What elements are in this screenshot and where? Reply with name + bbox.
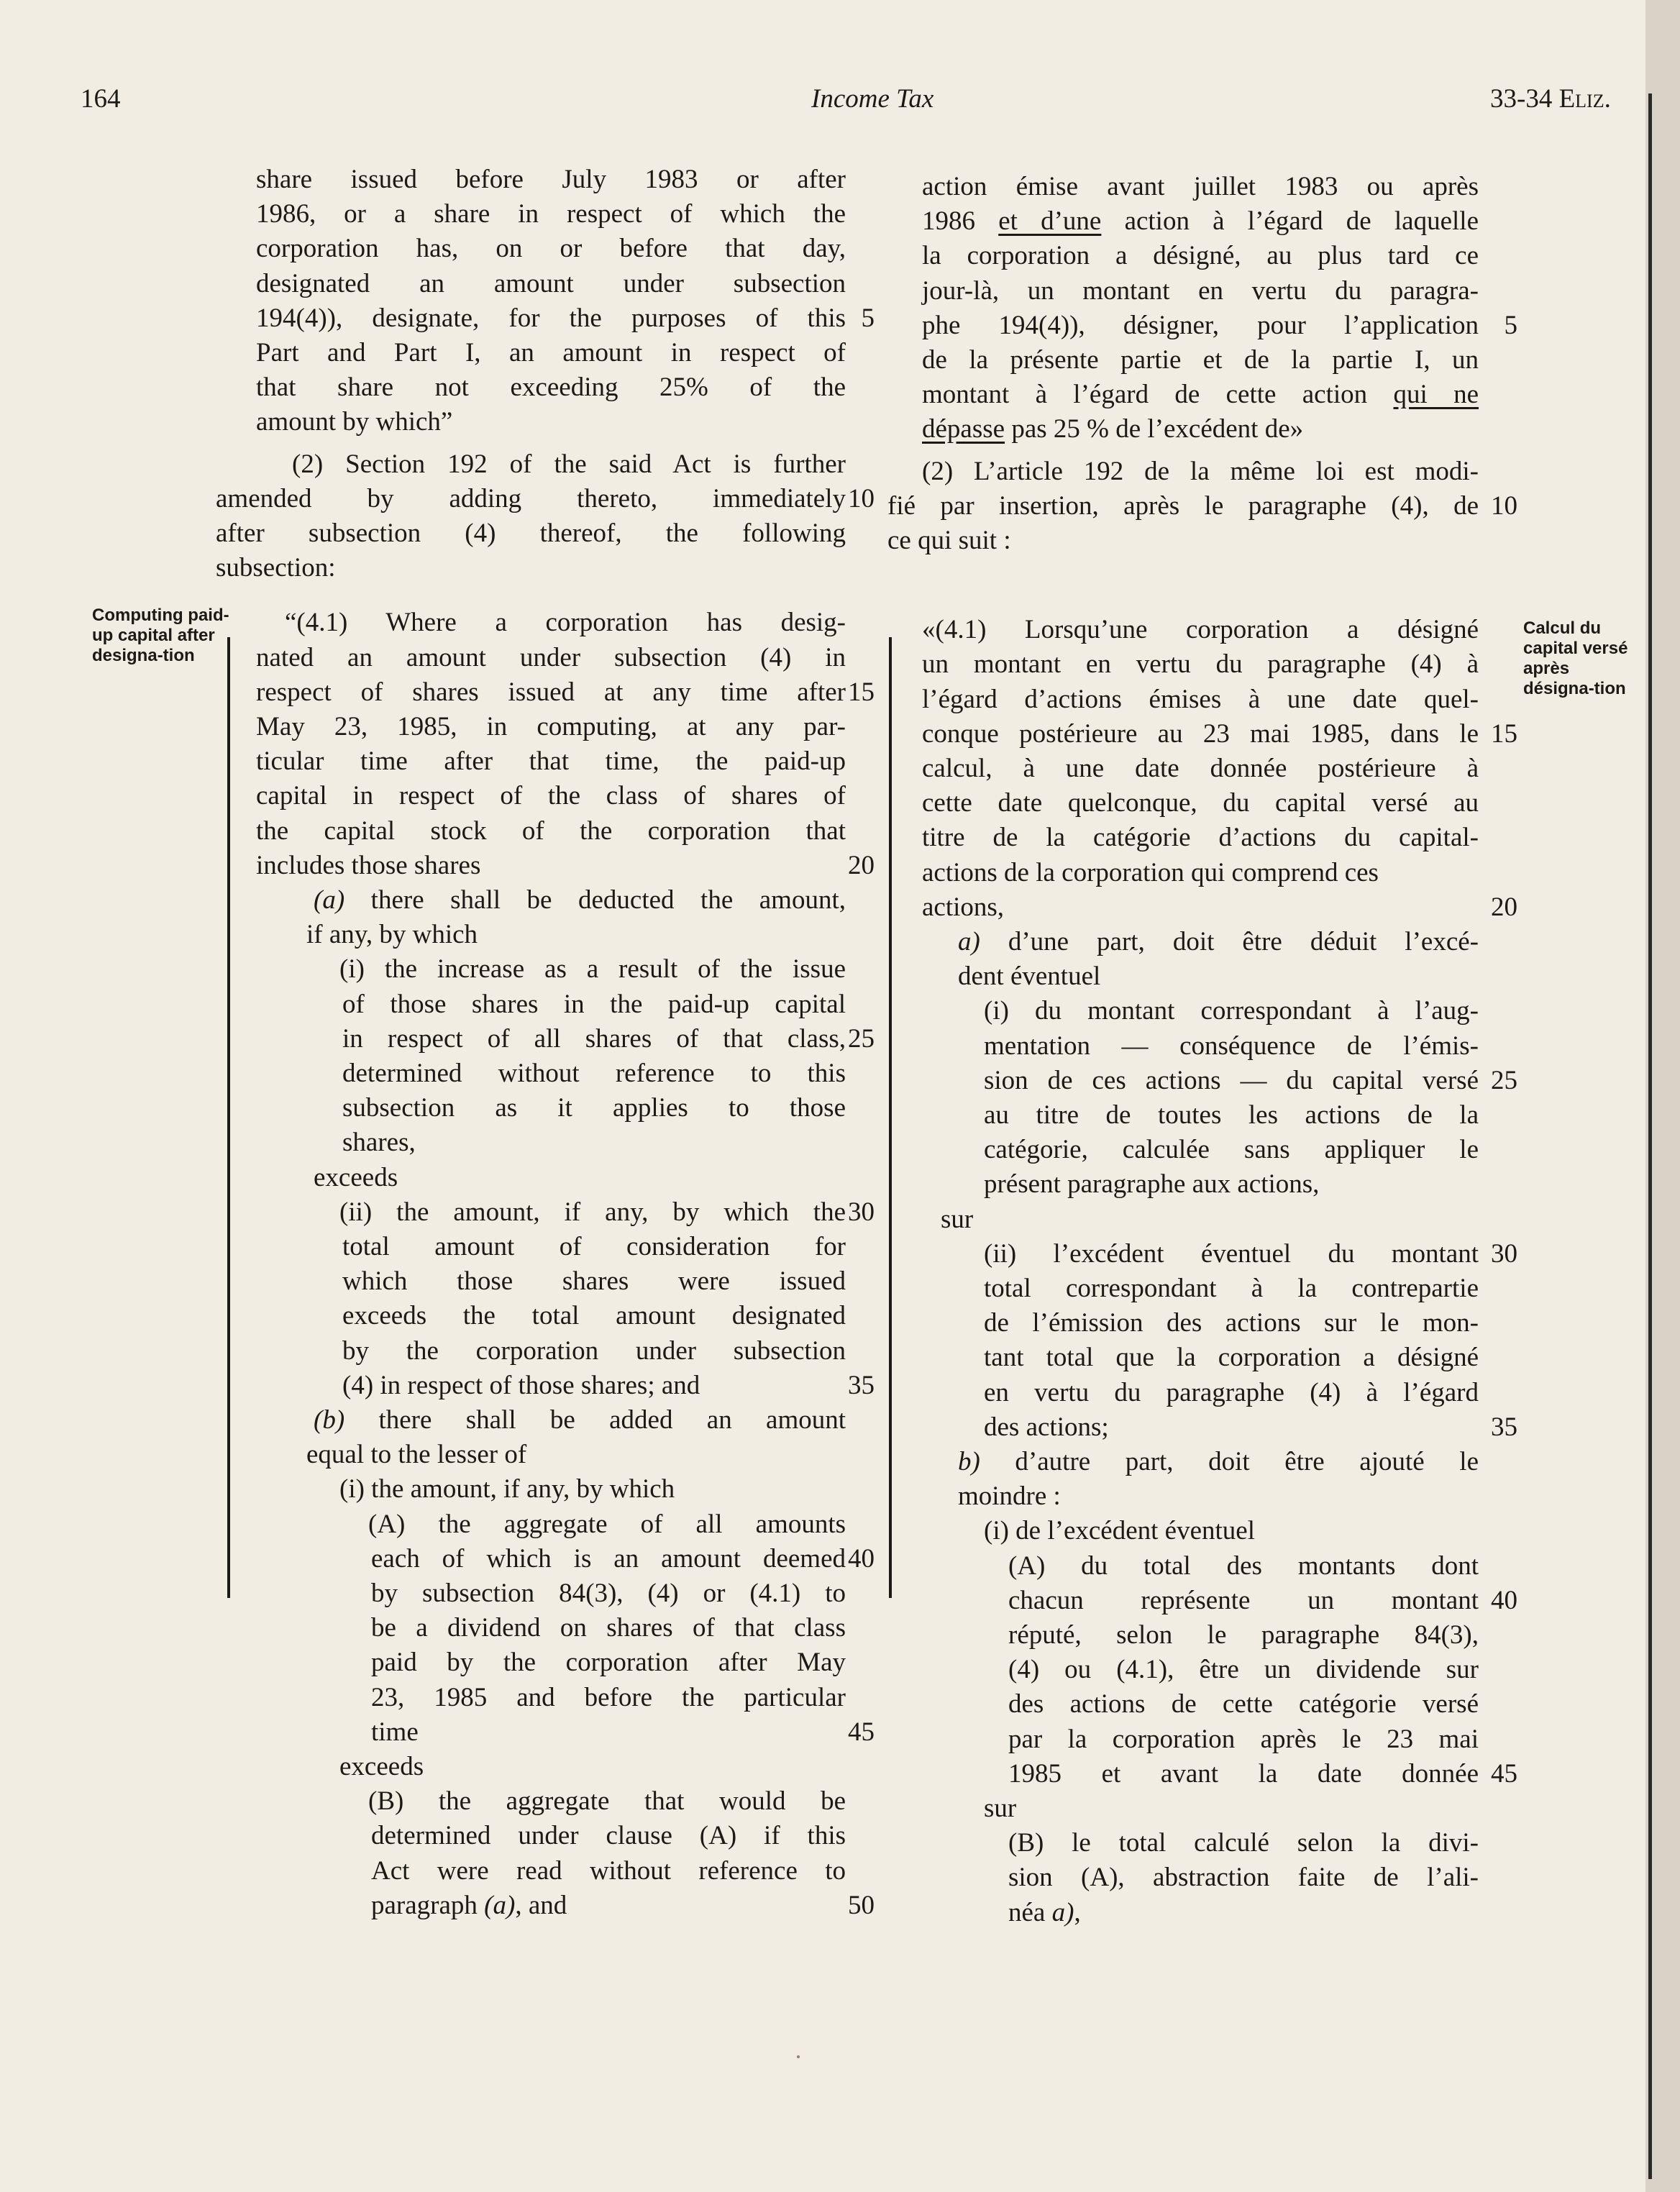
french-text-line [984, 1167, 1479, 1202]
french-text-line [984, 1064, 1479, 1098]
french-text-line [922, 890, 1479, 925]
french-line-text: montant à l’égard de cette action qui ne [922, 380, 1479, 410]
english-line-text: (i) the increase as a result of the issue [339, 954, 846, 985]
english-text-line [306, 1438, 846, 1472]
english-text-line [371, 1681, 846, 1715]
french-line-text: moindre : [958, 1481, 1061, 1512]
english-line-number: 10 [848, 483, 875, 513]
french-line-text: des actions; [984, 1412, 1109, 1442]
french-text-line [887, 489, 1479, 524]
english-line-text: subsection: [216, 553, 336, 583]
english-text-line [256, 710, 846, 744]
french-line-text: sur [941, 1204, 974, 1234]
stray-mark [797, 2055, 800, 2058]
french-text-line [922, 170, 1479, 204]
french-text-line [1008, 1860, 1479, 1895]
english-line-number: 50 [848, 1890, 875, 1920]
french-text-line [922, 647, 1479, 682]
french-line-text: sur [984, 1794, 1017, 1823]
english-line-text: corporation has, on or before that day, [256, 234, 846, 264]
french-line-text: ce qui suit : [887, 526, 1011, 555]
english-line-text: after subsection (4) thereof, the following [216, 519, 846, 548]
english-text-line [256, 336, 846, 370]
english-text-line [256, 814, 846, 849]
french-line-text: 1986 et d’une action à l’égard de laquelle [922, 206, 1479, 237]
english-text-line [342, 1334, 846, 1369]
french-line-text: (i) de l’excédent éventuel [984, 1516, 1255, 1546]
english-line-text: (A) the aggregate of all amounts [368, 1509, 846, 1539]
regnal-year: 33-34 Eliz. [1490, 84, 1611, 114]
english-line-text: exceeds the total amount designated [342, 1301, 846, 1331]
french-text-line [958, 1479, 1479, 1514]
french-text-line [922, 821, 1479, 855]
english-text-line [256, 641, 846, 675]
french-text-line [984, 1029, 1479, 1064]
french-text-line [922, 682, 1479, 717]
french-line-text: un montant en vertu du paragraphe (4) à [922, 649, 1479, 680]
french-line-text: réputé, selon le paragraphe 84(3), [1008, 1620, 1479, 1650]
english-line-text: total amount of consideration for [342, 1232, 846, 1261]
english-text-line [339, 1750, 846, 1784]
english-line-text: by the corporation under subsection [342, 1335, 846, 1366]
english-text-line [371, 1611, 846, 1645]
french-text-line [1008, 1757, 1479, 1791]
english-line-number: 35 [848, 1370, 875, 1400]
english-text-line [339, 1195, 846, 1230]
english-text-line [256, 744, 846, 779]
french-line-text: mentation — conséquence de l’émis- [984, 1031, 1479, 1061]
english-line-text: paid by the corporation after May [371, 1648, 846, 1678]
english-line-text: capital in respect of the class of shares of [256, 781, 846, 811]
french-line-number: 35 [1491, 1412, 1517, 1442]
english-text-line [342, 1091, 846, 1125]
french-line-text: sion de ces actions — du capital versé [984, 1065, 1479, 1095]
english-line-text: (a) there shall be deducted the amount, [314, 885, 846, 915]
english-line-number: 25 [848, 1023, 875, 1054]
french-line-number: 10 [1491, 490, 1517, 521]
english-line-text: 194(4)), designate, for the purposes of this [256, 303, 846, 333]
french-line-number: 30 [1491, 1238, 1517, 1269]
english-line-text: designated an amount under subsection [256, 268, 846, 298]
english-text-line [256, 779, 846, 813]
english-line-text: that share not exceeding 25% of the [256, 373, 846, 403]
english-line-text: amended by adding thereto, immediately [216, 483, 846, 513]
margin-note-english: Computing paid-up capital after designa-tion [92, 606, 229, 665]
french-text-line [1008, 1618, 1479, 1653]
english-text-line [256, 267, 846, 301]
english-line-text: May 23, 1985, in computing, at any par- [256, 712, 846, 741]
french-line-number: 15 [1491, 718, 1517, 749]
english-line-text: shares, [342, 1128, 416, 1158]
english-line-text: (2) Section 192 of the said Act is further [292, 449, 846, 479]
english-text-line [342, 987, 846, 1022]
french-line-text: total correspondant à la contrepartie [984, 1274, 1479, 1303]
french-text-line [922, 786, 1479, 821]
english-text-line [339, 1472, 846, 1507]
french-line-text: b) d’autre part, doit être ajouté le [958, 1447, 1479, 1476]
french-text-line [984, 1237, 1479, 1271]
english-line-text: includes those shares [256, 850, 481, 880]
french-text-line [984, 1271, 1479, 1306]
center-amendment-rule [889, 637, 892, 1598]
english-line-number: 45 [848, 1717, 875, 1747]
french-text-line [958, 925, 1479, 959]
french-line-text: 1985 et avant la date donnée [1008, 1758, 1479, 1789]
english-line-text: subsection as it applies to those [342, 1093, 846, 1123]
english-text-line [256, 301, 846, 336]
english-text-line [368, 1507, 846, 1542]
english-line-text: exceeds [339, 1752, 424, 1781]
english-line-text: equal to the lesser of [306, 1440, 527, 1470]
english-line-text: share issued before July 1983 or after [256, 165, 846, 194]
french-line-text: au titre de toutes les actions de la [984, 1100, 1479, 1130]
english-text-line [216, 482, 846, 516]
french-line-text: fié par insertion, après le paragraphe (4), de [887, 490, 1479, 521]
french-line-text: conque postérieure au 23 mai 1985, dans le [922, 718, 1479, 749]
french-line-text: a) d’une part, doit être déduit l’excé- [958, 927, 1479, 956]
english-line-text: paragraph (a), and [371, 1890, 567, 1920]
english-text-line [371, 1854, 846, 1889]
english-text-line [371, 1542, 846, 1576]
english-line-number: 40 [848, 1543, 875, 1574]
english-line-text: nated an amount under subsection (4) in [256, 642, 846, 672]
french-text-line [1008, 1722, 1479, 1757]
english-text-line [256, 232, 846, 266]
english-line-number: 5 [861, 303, 875, 333]
french-line-text: en vertu du paragraphe (4) à l’égard [984, 1377, 1479, 1407]
french-line-text: calcul, à une date donnée postérieure à [922, 754, 1479, 783]
english-line-text: (i) the amount, if any, by which [339, 1474, 675, 1504]
french-line-number: 5 [1504, 310, 1517, 340]
english-line-text: if any, by which [306, 920, 478, 950]
english-text-line [371, 1576, 846, 1611]
french-text-line [922, 412, 1479, 447]
english-line-text: each of which is an amount deemed [371, 1543, 846, 1574]
french-line-text: de l’émission des actions sur le mon- [984, 1308, 1479, 1338]
french-line-text: sion (A), abstraction faite de l’ali- [1008, 1863, 1479, 1893]
french-text-line [922, 204, 1479, 239]
english-text-line [342, 1299, 846, 1333]
page-number: 164 [81, 84, 121, 114]
french-text-line [1008, 1896, 1479, 1930]
french-line-text: (ii) l’excédent éventuel du montant [984, 1238, 1479, 1269]
french-line-number: 40 [1491, 1585, 1517, 1615]
english-line-number: 30 [848, 1197, 875, 1227]
french-line-text: tant total que la corporation a désigné [984, 1343, 1479, 1373]
english-line-text: 1986, or a share in respect of which the [256, 199, 846, 229]
english-line-text: (ii) the amount, if any, by which the [339, 1197, 846, 1227]
english-line-text: (B) the aggregate that would be [368, 1786, 846, 1817]
english-text-line [256, 405, 846, 439]
french-text-line [1008, 1584, 1479, 1618]
french-text-line [922, 309, 1479, 343]
english-line-text: of those shares in the paid-up capital [342, 989, 846, 1019]
french-text-line [1008, 1826, 1479, 1860]
french-line-text: des actions de cette catégorie versé [1008, 1689, 1479, 1720]
french-text-line [958, 959, 1479, 994]
french-text-line [958, 1445, 1479, 1479]
english-text-line [216, 516, 846, 551]
english-text-line [342, 1056, 846, 1091]
english-line-text: ticular time after that time, the paid-up [256, 746, 846, 777]
french-line-text: actions, [922, 892, 1005, 922]
english-text-line [342, 1022, 846, 1056]
french-line-text: de la présente partie et de la partie I, un [922, 345, 1479, 375]
french-text-line [984, 1514, 1479, 1548]
french-text-line [922, 239, 1479, 273]
french-line-text: dépasse pas 25 % de l’excédent de» [922, 414, 1304, 444]
english-line-text: time [371, 1717, 419, 1747]
french-line-text: (B) le total calculé selon la divi- [1008, 1828, 1479, 1858]
french-text-line [984, 1791, 1479, 1826]
english-text-line [342, 1369, 846, 1403]
french-line-text: dent éventuel [958, 962, 1101, 992]
english-text-line [371, 1889, 846, 1923]
english-text-line [314, 1403, 846, 1438]
french-line-text: «(4.1) Lorsqu’une corporation a désigné [922, 615, 1479, 645]
english-text-line [292, 447, 846, 482]
french-line-text: actions de la corporation qui comprend ces [922, 857, 1379, 887]
english-text-line [216, 551, 846, 585]
english-line-text: the capital stock of the corporation that [256, 816, 846, 846]
french-line-number: 25 [1491, 1065, 1517, 1095]
french-text-line [1008, 1549, 1479, 1584]
english-line-text: in respect of all shares of that class, [342, 1023, 846, 1054]
running-title: Income Tax [811, 84, 934, 114]
french-line-text: jour-là, un montant en vertu du paragra- [922, 275, 1479, 306]
english-text-line [342, 1125, 846, 1160]
english-text-line [285, 606, 846, 640]
english-line-text: be a dividend on shares of that class [371, 1613, 846, 1643]
english-line-text: respect of shares issued at any time after [256, 677, 846, 707]
english-line-text: by subsection 84(3), (4) or (4.1) to [371, 1579, 846, 1608]
french-line-text: phe 194(4)), désigner, pour l’application [922, 310, 1479, 340]
french-text-line [922, 455, 1479, 489]
french-text-line [984, 1376, 1479, 1410]
french-line-text: (A) du total des montants dont [1008, 1551, 1479, 1581]
french-line-text: l’égard d’actions émises à une date quel- [922, 684, 1479, 714]
french-text-line [984, 1306, 1479, 1341]
english-text-line [371, 1819, 846, 1853]
english-text-line [342, 1230, 846, 1264]
french-text-line [941, 1202, 1479, 1237]
french-text-line [922, 343, 1479, 378]
english-line-text: 23, 1985 and before the particular [371, 1682, 846, 1712]
english-line-text: determined under clause (A) if this [371, 1821, 846, 1851]
french-line-number: 45 [1491, 1758, 1517, 1789]
english-line-text: Act were read without reference to [371, 1855, 846, 1886]
english-text-line [368, 1784, 846, 1819]
french-text-line [887, 524, 1479, 558]
french-text-line [984, 1098, 1479, 1133]
french-text-line [922, 752, 1479, 786]
english-text-line [314, 1161, 846, 1195]
french-text-line [922, 717, 1479, 752]
french-line-text: action émise avant juillet 1983 ou après [922, 172, 1479, 201]
english-text-line [342, 1264, 846, 1299]
french-text-line [922, 274, 1479, 309]
english-text-line [256, 675, 846, 710]
english-line-text: which those shares were issued [342, 1266, 846, 1297]
english-text-line [256, 163, 846, 197]
binding-edge-line [1648, 93, 1652, 2179]
french-line-text: catégorie, calculée sans appliquer le [984, 1135, 1479, 1165]
english-line-number: 20 [848, 850, 875, 880]
french-line-text: chacun représente un montant [1008, 1585, 1479, 1615]
english-text-line [371, 1645, 846, 1680]
margin-note-french: Calcul du capital versé après désigna-tion [1523, 618, 1628, 698]
french-text-line [984, 1341, 1479, 1375]
french-line-text: (2) L’article 192 de la même loi est modi- [922, 456, 1479, 486]
english-text-line [314, 883, 846, 918]
english-line-text: “(4.1) Where a corporation has desig- [285, 608, 846, 638]
french-text-line [984, 994, 1479, 1028]
french-line-text: cette date quelconque, du capital versé au [922, 788, 1479, 818]
french-text-line [1008, 1653, 1479, 1687]
english-line-text: amount by which” [256, 407, 453, 437]
french-line-number: 20 [1491, 892, 1517, 922]
english-line-text: determined without reference to this [342, 1059, 846, 1088]
french-line-text: néa a), [1008, 1897, 1081, 1927]
english-text-line [371, 1715, 846, 1750]
english-line-text: Part and Part I, an amount in respect of [256, 338, 846, 367]
english-text-line [339, 952, 846, 987]
french-text-line [922, 856, 1479, 890]
english-line-text: exceeds [314, 1162, 398, 1192]
french-line-text: titre de la catégorie d’actions du capital- [922, 823, 1479, 853]
english-line-text: (4) in respect of those shares; and [342, 1370, 700, 1400]
english-text-line [256, 370, 846, 405]
french-text-line [922, 378, 1479, 412]
french-text-line [1008, 1687, 1479, 1722]
english-text-line [256, 197, 846, 232]
english-text-line [256, 849, 846, 883]
french-line-text: présent paragraphe aux actions, [984, 1169, 1320, 1200]
french-line-text: (i) du montant correspondant à l’aug- [984, 996, 1479, 1026]
english-line-number: 15 [848, 677, 875, 707]
english-line-text: (b) there shall be added an amount [314, 1405, 846, 1435]
french-line-text: (4) ou (4.1), être un dividende sur [1008, 1655, 1479, 1685]
french-text-line [922, 613, 1479, 647]
english-text-line [306, 918, 846, 952]
french-line-text: la corporation a désigné, au plus tard ce [922, 241, 1479, 271]
french-text-line [984, 1133, 1479, 1167]
french-line-text: par la corporation après le 23 mai [1008, 1724, 1479, 1754]
french-text-line [984, 1410, 1479, 1445]
left-amendment-rule [227, 637, 230, 1598]
